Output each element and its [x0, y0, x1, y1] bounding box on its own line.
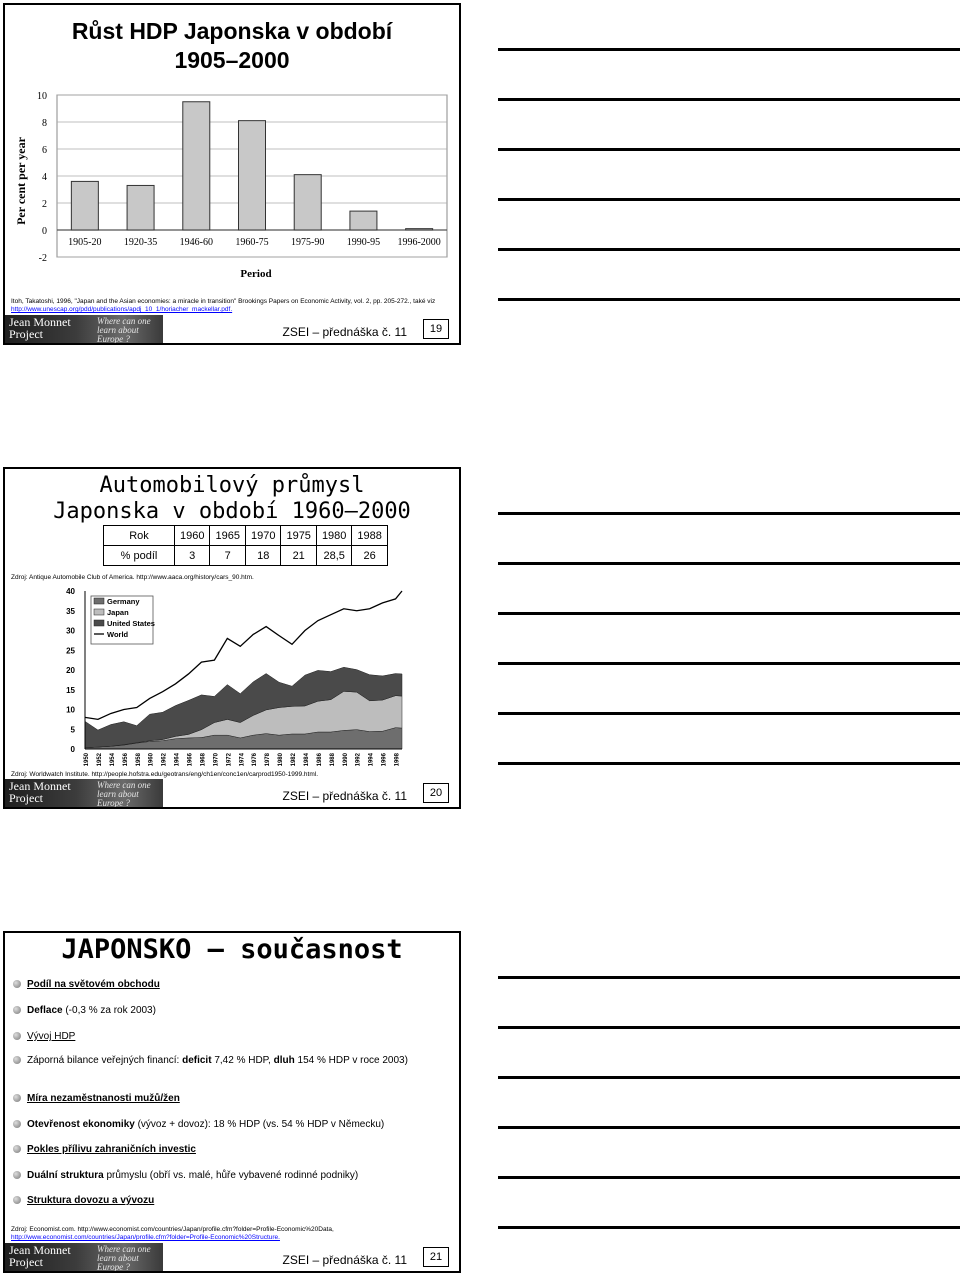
x-tick-label: 1994 [368, 753, 375, 767]
y-tick-label: 0 [42, 226, 47, 237]
car-share-table [103, 525, 388, 566]
bullet-item [27, 1093, 447, 1104]
title-line-2: 1905–2000 [174, 47, 290, 73]
notes-lines-2 [498, 512, 960, 812]
bullet-text: Pokles přílivu zahraničních investic [27, 1144, 196, 1155]
table-header-row [104, 526, 388, 546]
y-tick-label: 10 [66, 705, 75, 715]
legend-label: World [107, 630, 129, 639]
legend-label: Japan [107, 608, 129, 617]
slide-title [5, 17, 459, 75]
bullet-icon [13, 980, 21, 988]
table-cell: 1988 [352, 526, 387, 546]
y-tick-label: 0 [70, 745, 75, 754]
x-tick-label: 1962 [161, 753, 168, 767]
x-tick-label: 1976 [252, 753, 259, 767]
x-tick-label: 1990 [342, 753, 349, 767]
bullet-item [27, 1119, 447, 1130]
y-tick-label: 20 [66, 666, 75, 675]
x-tick-label: 1990-95 [346, 237, 381, 248]
source-link[interactable]: http://www.economist.com/countries/Japan/profile.cfm?folder=Profile-Economic%20Structure. [11, 1234, 280, 1241]
bullet-item [27, 1195, 447, 1206]
bullet-item [27, 1005, 447, 1016]
x-tick-label: 1996-2000 [397, 237, 441, 248]
bullet-text: průmyslu (obří vs. malé, hůře vybavené rodinné podniky) [103, 1170, 359, 1181]
y-tick-label: 30 [66, 626, 75, 636]
x-tick-label: 1966 [187, 753, 194, 767]
source-link[interactable]: http://www.unescap.org/pdd/publications/apdj_10_1/horiacher_mackellar.pdf. [11, 306, 233, 313]
page-number: 19 [423, 319, 449, 339]
x-tick-label: 1905-20 [68, 237, 102, 248]
table-cell: 21 [281, 546, 316, 566]
source-line-1: Zdroj: Economist.com. http://www.economist.com/countries/Japan/profile.cfm?folder=Profile-Economic%20Data, [11, 1226, 334, 1233]
bar [294, 175, 321, 230]
bullet-icon [13, 1032, 21, 1040]
x-tick-label: 1996 [381, 753, 388, 767]
notes-lines-1 [498, 48, 960, 348]
notes-lines-3 [498, 976, 960, 1276]
lecture-label: ZSEI – přednáška č. 11 [282, 789, 407, 803]
slide-title: JAPONSKO – současnost [61, 934, 403, 965]
slide-footer [5, 313, 459, 343]
table-cell: 1975 [281, 526, 316, 546]
bullet-text: Záporná bilance veřejných financí: [27, 1055, 183, 1066]
slide-footer [5, 777, 459, 807]
bullet-text: Podíl na světovém obchodu [27, 979, 160, 990]
table-cell: 1965 [210, 526, 245, 546]
car-production-area-chart [5, 584, 459, 769]
logo-tagline: Where can one learn about Europe ? [97, 1244, 151, 1272]
y-axis-label: Per cent per year [14, 137, 28, 225]
source-line-1: Itoh, Takatoshi, 1996, "Japan and the Asian economies: a miracle in transition" Brookings Papers on Economic Activity, vol. 2, pp. 205-272., také viz [11, 298, 436, 305]
slide-19 [3, 3, 461, 345]
bullet-icon [13, 1196, 21, 1204]
x-tick-label: 1974 [239, 753, 246, 767]
bullet-item [27, 1144, 447, 1155]
x-tick-label: 1978 [265, 753, 272, 767]
jean-monnet-logo: Jean Monnet Project Where can one learn about Europe ? [5, 315, 163, 343]
bullet-text: deficit [182, 1055, 212, 1066]
table-row [104, 546, 388, 566]
x-tick-label: 1975-90 [291, 237, 325, 248]
slide-20 [3, 467, 461, 809]
x-tick-label: 1972 [226, 753, 233, 767]
source-note [11, 1226, 451, 1242]
x-tick-label: 1998 [394, 753, 401, 767]
title-line-1: Automobilový průmysl [99, 473, 365, 498]
y-tick-label: -2 [38, 253, 47, 264]
legend-swatch [94, 598, 104, 604]
x-tick-label: 1956 [122, 753, 129, 767]
slide-21 [3, 931, 461, 1273]
x-tick-label: 1958 [135, 753, 142, 767]
bullet-text: dluh [273, 1055, 295, 1066]
bar [127, 185, 154, 230]
table-cell: % podíl [104, 546, 175, 566]
table-cell: 3 [175, 546, 210, 566]
x-tick-label: 1952 [96, 753, 103, 767]
table-cell: Rok [104, 526, 175, 546]
table-cell: 1960 [175, 526, 210, 546]
source-note-top: Zdroj: Antique Automobile Club of America. http://www.aaca.org/history/cars_90.htm. [11, 574, 254, 581]
x-tick-label: 1954 [109, 753, 116, 767]
bullet-icon [13, 1120, 21, 1128]
bullet-icon [13, 1094, 21, 1102]
page-number: 20 [423, 783, 449, 803]
x-tick-label: 1964 [174, 753, 181, 767]
table-cell: 1980 [316, 526, 351, 546]
y-tick-label: 40 [66, 587, 75, 596]
bullet-text: 154 % HDP v roce 2003) [294, 1055, 408, 1066]
y-tick-label: 6 [42, 145, 47, 156]
bullet-icon [13, 1056, 21, 1064]
y-tick-label: 35 [66, 606, 75, 616]
bullet-item [27, 1031, 447, 1042]
x-tick-label: 1982 [291, 753, 298, 767]
bullet-text: (-0,3 % za rok 2003) [62, 1005, 156, 1016]
bullet-text: Struktura dovozu a vývozu [27, 1195, 155, 1206]
y-tick-label: 2 [42, 199, 47, 210]
title-line-1: Růst HDP Japonska v období [71, 18, 393, 44]
slide-title [5, 473, 459, 525]
table-cell: 28,5 [316, 546, 351, 566]
logo-tagline: Where can one learn about Europe ? [97, 780, 151, 808]
legend-label: United States [107, 619, 155, 628]
bullet-text: Deflace [27, 1005, 63, 1016]
x-tick-label: 1984 [303, 753, 310, 767]
y-tick-label: 4 [42, 172, 47, 183]
jean-monnet-logo: Jean Monnet Project Where can one learn about Europe ? [5, 779, 163, 807]
table-cell: 7 [210, 546, 245, 566]
x-tick-label: 1988 [329, 753, 336, 767]
source-note [11, 298, 451, 314]
x-tick-label: 1946-60 [179, 237, 213, 248]
slide-footer [5, 1241, 459, 1271]
x-tick-label: 1960 [148, 753, 155, 767]
x-tick-label: 1992 [355, 753, 362, 767]
y-tick-label: 15 [66, 685, 75, 695]
y-tick-label: 10 [37, 91, 47, 102]
y-tick-label: 5 [70, 725, 75, 735]
title-line-2: Japonska v období 1960–2000 [53, 499, 411, 524]
bar [183, 102, 210, 230]
bullet-icon [13, 1006, 21, 1014]
x-tick-label: 1980 [278, 753, 285, 767]
bullet-text: Míra nezaměstnanosti mužů/žen [27, 1093, 180, 1104]
x-tick-label: 1960-75 [235, 237, 269, 248]
legend-label: Germany [107, 597, 140, 606]
bullet-text: Vývoj HDP [27, 1031, 76, 1042]
legend-swatch [94, 609, 104, 615]
x-tick-label: 1968 [200, 753, 207, 767]
x-axis-label: Period [240, 268, 272, 280]
gdp-growth-bar-chart [5, 85, 459, 285]
bullet-text: Otevřenost ekonomiky [27, 1119, 135, 1130]
bar [406, 229, 433, 230]
y-tick-label: 25 [66, 646, 75, 656]
table-cell: 1970 [245, 526, 280, 546]
bullet-text: 7,42 % HDP, [211, 1055, 274, 1066]
x-tick-label: 1950 [84, 753, 90, 767]
bullet-text: Duální struktura [27, 1170, 104, 1181]
x-tick-label: 1970 [213, 753, 220, 767]
x-tick-label: 1920-35 [123, 237, 158, 248]
bar [350, 211, 377, 230]
legend-swatch [94, 620, 104, 626]
table-cell: 26 [352, 546, 387, 566]
page-number: 21 [423, 1247, 449, 1267]
y-tick-label: 8 [42, 118, 47, 129]
bullet-item [27, 1170, 447, 1181]
lecture-label: ZSEI – přednáška č. 11 [282, 1253, 407, 1267]
lecture-label: ZSEI – přednáška č. 11 [282, 325, 407, 339]
bullet-item [27, 1055, 447, 1066]
bullet-text: (vývoz + dovoz): 18 % HDP (vs. 54 % HDP v Německu) [134, 1119, 385, 1130]
jean-monnet-logo: Jean Monnet Project Where can one learn about Europe ? [5, 1243, 163, 1271]
bullet-icon [13, 1145, 21, 1153]
source-note-bottom: Zdroj: Worldwatch Institute. http://people.hofstra.edu/geotrans/eng/ch1en/conc1en/carprod1950-1999.html. [11, 771, 319, 778]
x-tick-label: 1986 [316, 753, 323, 767]
logo-tagline: Where can one learn about Europe ? [97, 316, 151, 344]
table-cell: 18 [245, 546, 280, 566]
bar [71, 181, 98, 230]
bullet-item [27, 979, 447, 990]
bar [239, 121, 266, 230]
bullet-icon [13, 1171, 21, 1179]
